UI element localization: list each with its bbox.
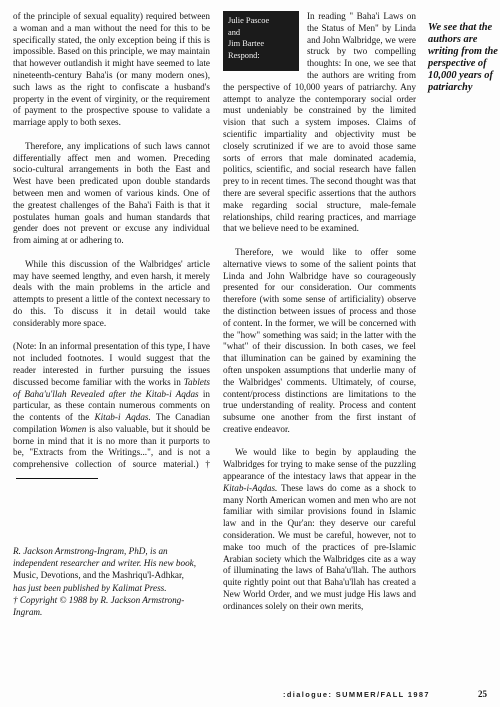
right-paragraph-3-text-2: These laws do come as a shock to many North American women and men who are not familiar with similar provisions found in Islamic law and in the Qur'an: they deserve our careful consideration. We must be careful, however, not to make too much of the practices of pre-Islamic Arabian society which the Walbridges cite as a way of illuminating the laws of Baha'u'llah. The authors quite rightly point out that Baha'u'llah has created a New World Order, and we must judge His laws and ordinances solely on their own merits,: [223, 482, 416, 611]
left-paragraph-2: Therefore, any implications of such laws cannot differentially affect men and women. Preceding socio-cultural arrangements in both the East and West have been predicated upon double standards between men and women of various kinds. One of the greatest challenges of the Baha'i Faith is that it postulates human goals and human standards that gender does not prevent or excuse any individual from aiming at or adhering to.: [13, 140, 210, 246]
byline-box: [223, 11, 299, 71]
right-paragraph-3: [223, 447, 416, 612]
note-text-1: (Note: In an informal presentation of this type, I have not included footnotes. I would suggest that the reader interested in further pursuing the issues discussed become familiar with the works in: [13, 341, 210, 387]
bio-copyright: † Copyright © 1988 by R. Jackson Armstrong-Ingram.: [13, 594, 185, 618]
author-note: [13, 341, 210, 483]
right-paragraph-3-text-1: We would like to begin by applauding the Walbridges for trying to make sense of the puzzling appearance of the intestacy laws that appear in the: [223, 447, 416, 482]
bio-line-3: has just been published by Kalimat Press.: [13, 582, 167, 593]
left-paragraph-1: of the principle of sexual equality) required between a woman and a man without the need for this to be specifically stated, the only exception being if this is impossible. Based on this principle, we may maintain that however outlandish it might have seemed to late nineteenth-century Baha'is (or many modern ones), such laws as the right to confiscate a husband's property in the event of virginity, or the requirement of payment to the prospective spouse to validate a marriage apply to both sexes.: [13, 11, 210, 128]
bio-line-1: R. Jackson Armstrong-Ingram, PhD, is an independent researcher and writer. His new book,: [13, 546, 197, 569]
author-bio: [13, 545, 210, 618]
right-paragraph-1: [223, 11, 416, 235]
byline-and: and: [228, 27, 241, 37]
note-text-4: is also valuable, but it should be borne in mind that it is no more than it purports to be, "Extracts from the Writings...", and is not a comprehensive collection of source material.) †: [13, 423, 210, 470]
note-italic-title-1: Tablets of Baha'u'llah Revealed after the Kitab-i Aqdas: [13, 376, 210, 399]
right-column: [223, 11, 416, 624]
pull-quote: We see that the authors are writing from the perspective of 10,000 years of patriarchy: [428, 22, 498, 93]
page-footer: [0, 690, 500, 704]
note-text-2: in particular, as these contain numerous comments on the contents of the: [13, 388, 210, 423]
byline-name-1: Julie Pascoe: [228, 16, 270, 25]
page-number: 25: [478, 689, 487, 699]
bio-book-title: Music, Devotions, and the Mashriqu'l-Adhkar,: [13, 570, 184, 581]
journal-footer: :dialogue: SUMMER/FALL 1987: [283, 690, 430, 699]
end-rule: [16, 478, 98, 479]
note-italic-title-2: Kitab-i Aqdas.: [94, 412, 151, 423]
right-paragraph-1-text: In reading " Baha'i Laws on the Status of Men" by Linda and John Walbridge, we were struck by two compelling thoughts: In one, we see that the authors are writing from the perspective of 10,000 years of patriarchy. Any attempt to analyze the contemporary social order must undeniably be constrained by the limited vision that such a system imposes. Claims of scientific impartiality and objectivity must be closely scrutinized if we are to avoid those same sorts of errors that male dominated academia, politics, scientific, and social research have fallen prey to in recent times. The second thought was that there are several specific assertions that the authors make regarding social structure, male-female relationships, child rearing practices, and marriage that we believe need to be examined.: [223, 11, 416, 234]
right-paragraph-2: Therefore, we would like to offer some alternative views to some of the salient points that Linda and John Walbridge have so courageously presented for our consideration. Our comments therefore (with some sense of artificiality) observe the distinction between issues of process and those of content. In the former, we will be concerned with the "how" something was said; in the latter with the "what" of their discussion. In both cases, we feel that illumination can be gained by examining the often unspoken assumptions that underlie many of the Walbridges' comments. Ultimately, of course, content/process distinctions are limitations to the true understanding of reality. Process and content subsume one another from the first instant of creative endeavor.: [223, 246, 416, 434]
right-paragraph-3-italic: Kitab-i-Aqdas.: [223, 482, 278, 493]
left-column: [13, 11, 210, 495]
byline-respond: Respond:: [228, 50, 260, 60]
note-text-3: The Canadian compilation: [13, 412, 210, 434]
note-italic-title-3: Women: [59, 423, 87, 434]
byline-name-2: Jim Bartee: [228, 39, 265, 48]
left-paragraph-3: While this discussion of the Walbridges' article may have seemed lengthy, and even harsh, it merely deals with the main problems in the article and attempts to present a little of the context necessary to do this. To discuss it in detail would take considerably more space.: [13, 258, 210, 328]
